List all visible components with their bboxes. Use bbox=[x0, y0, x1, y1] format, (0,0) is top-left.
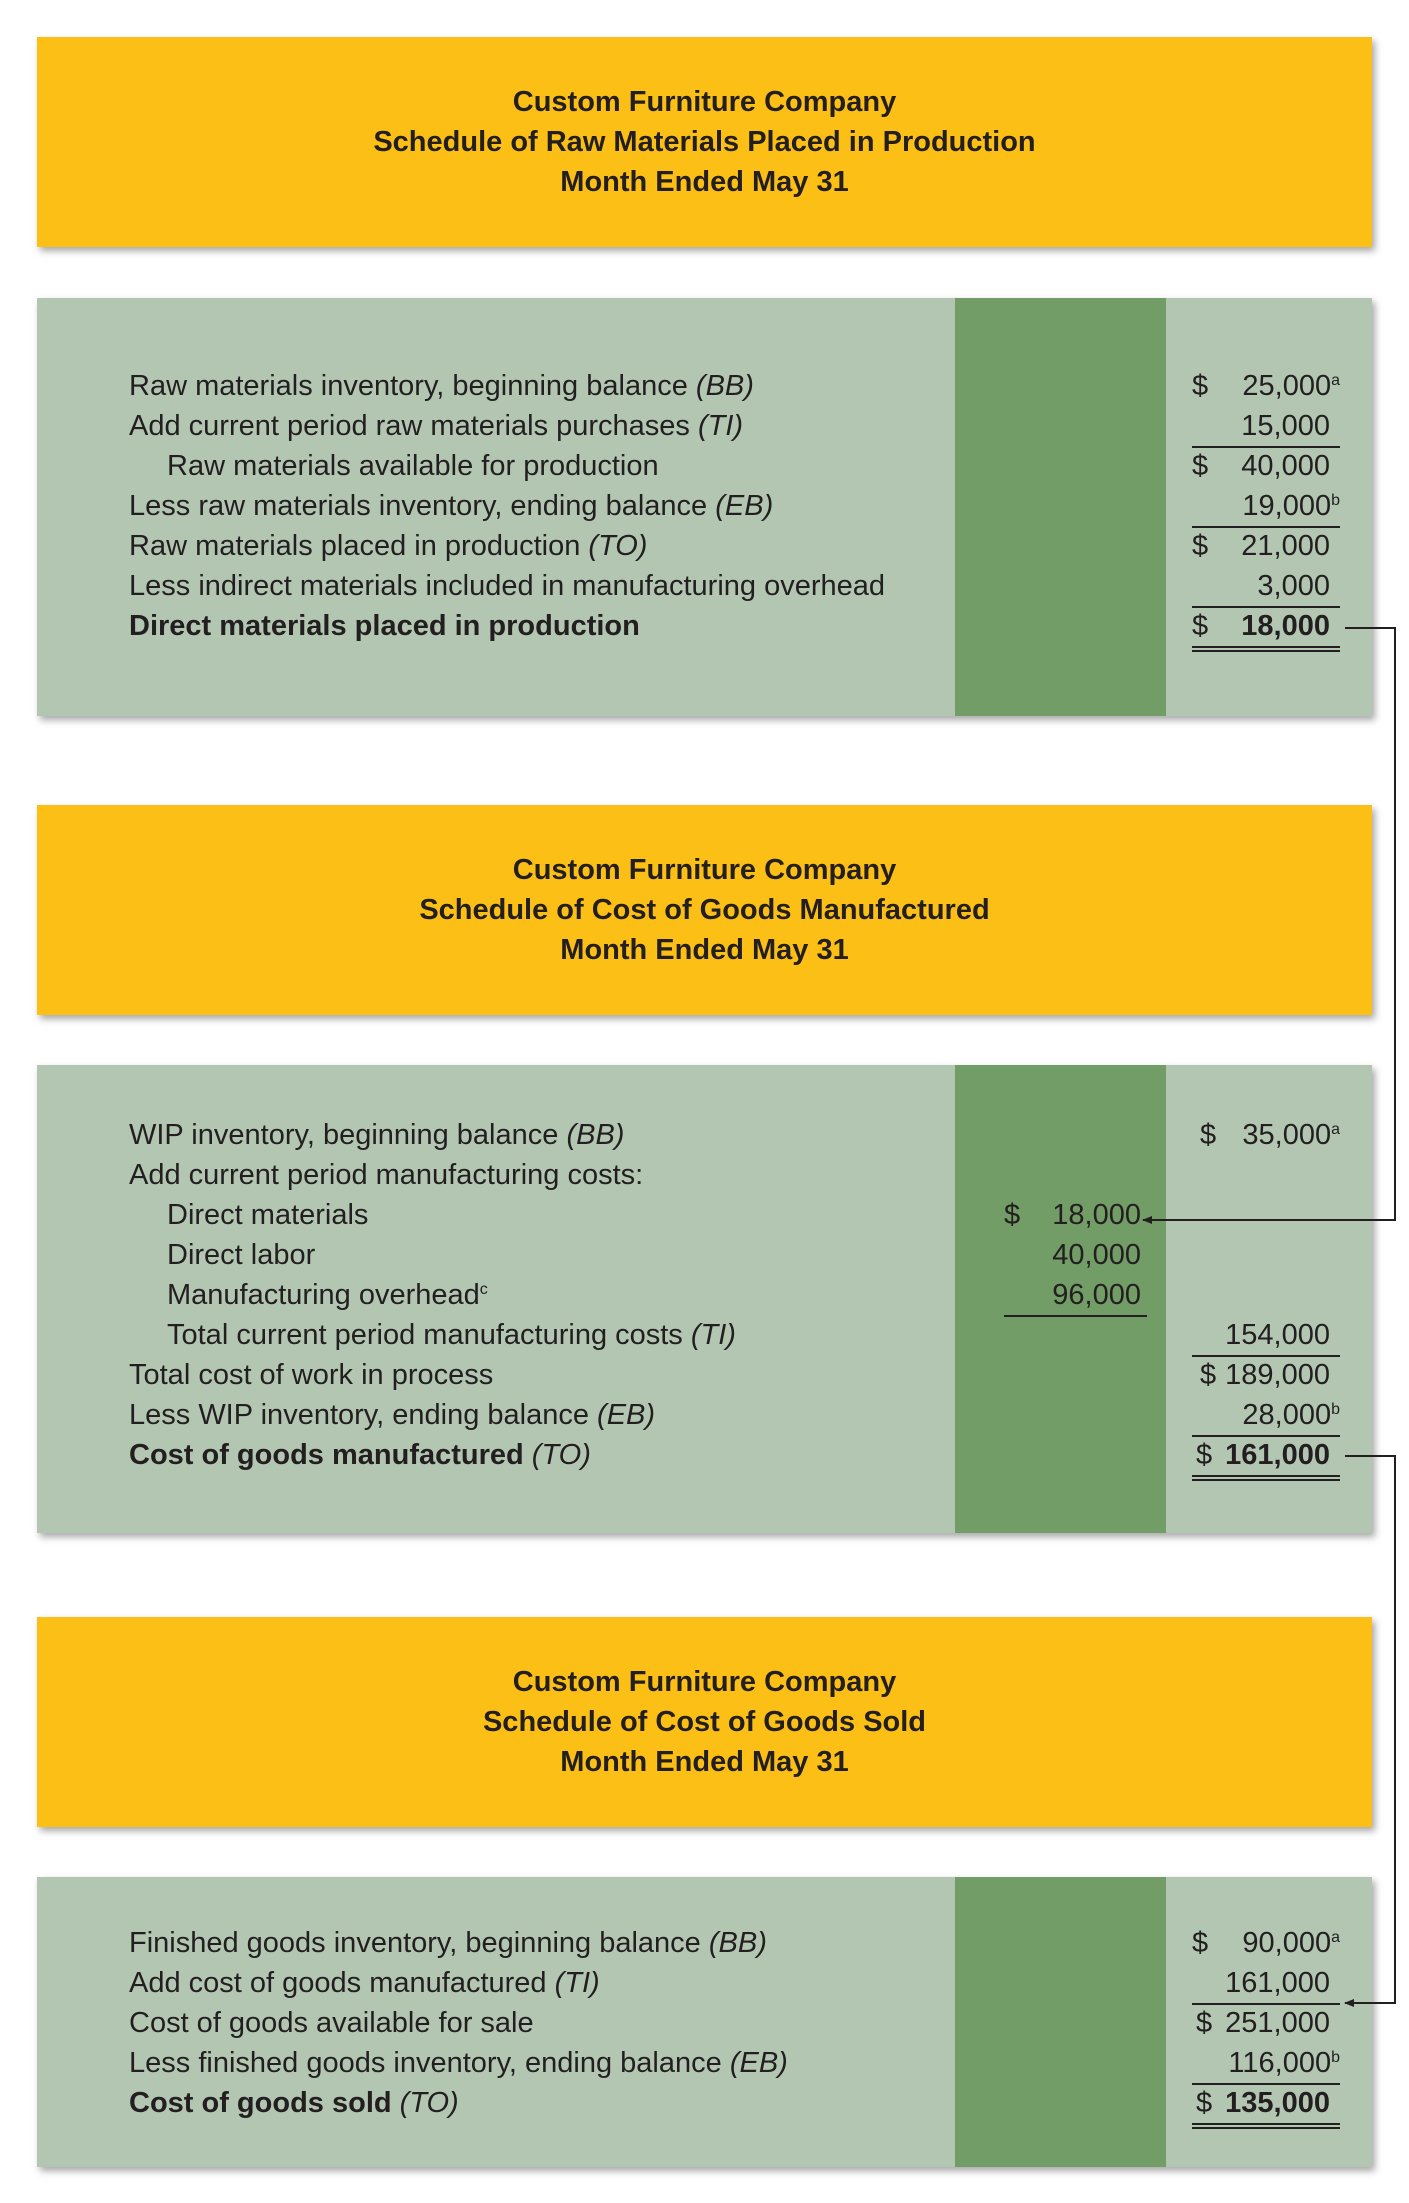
fg-amount-ending: 116,000$^b$ bbox=[1192, 2043, 1340, 2085]
wip-row-cogm: Cost of goods manufactured (TO) bbox=[129, 1439, 591, 1471]
company-name: Custom Furniture Company bbox=[512, 854, 897, 886]
wip-row-direct-labor: Direct labor bbox=[167, 1239, 316, 1271]
fg-amount-add-cogm: 161,000 bbox=[1192, 1963, 1340, 2005]
rm-row-indirect: Less indirect materials included in manufacturing overhead bbox=[129, 570, 886, 602]
cogs-panel bbox=[37, 1877, 1372, 2167]
rm-row-direct: Direct materials placed in production bbox=[129, 610, 640, 642]
mid-amount-direct-materials: $ 18,000 bbox=[1004, 1199, 1141, 1231]
rm-amount-direct: $ 18,000 bbox=[1192, 606, 1340, 652]
rm-row-ending: Less raw materials inventory, ending balance (EB) bbox=[129, 490, 774, 522]
raw-materials-header bbox=[37, 37, 1372, 247]
company-name: Custom Furniture Company bbox=[512, 1666, 897, 1698]
fg-row-available: Cost of goods available for sale bbox=[129, 2007, 534, 2039]
wip-amount-beginning: $ 35,000$^a$ bbox=[1200, 1119, 1340, 1151]
fg-row-cogs: Cost of goods sold (TO) bbox=[129, 2087, 459, 2119]
wip-row-direct-materials: Direct materials bbox=[167, 1199, 369, 1231]
wip-amount-ending: 28,000$^b$ bbox=[1192, 1395, 1340, 1437]
rm-amount-beginning: $ 25,000$^a$ bbox=[1192, 370, 1340, 402]
rm-amount-purchases: 15,000 bbox=[1192, 406, 1340, 448]
wip-amount-total-current: 154,000 bbox=[1192, 1315, 1340, 1357]
cogm-panel bbox=[37, 1065, 1372, 1533]
rm-row-beginning: Raw materials inventory, beginning balance (BB) bbox=[129, 370, 754, 402]
schedule-period: Month Ended May 31 bbox=[560, 1746, 849, 1778]
wip-row-beginning: WIP inventory, beginning balance (BB) bbox=[129, 1119, 625, 1151]
company-name: Custom Furniture Company bbox=[512, 86, 897, 118]
fg-row-ending: Less finished goods inventory, ending balance (EB) bbox=[129, 2047, 788, 2079]
schedule-title: Schedule of Raw Materials Placed in Production bbox=[373, 126, 1036, 158]
fg-row-beginning: Finished goods inventory, beginning balance (BB) bbox=[129, 1927, 767, 1959]
mid-amount-direct-labor: 40,000 bbox=[1052, 1239, 1141, 1271]
cogm-header bbox=[37, 805, 1372, 1015]
cogs-header bbox=[37, 1617, 1372, 1827]
fg-amount-beginning: $ 90,000$^a$ bbox=[1192, 1927, 1340, 1959]
wip-row-total-wip: Total cost of work in process bbox=[129, 1359, 494, 1391]
schedule-period: Month Ended May 31 bbox=[560, 934, 849, 966]
wip-row-add-costs: Add current period manufacturing costs: bbox=[129, 1159, 644, 1191]
wip-row-ending: Less WIP inventory, ending balance (EB) bbox=[129, 1399, 656, 1431]
rm-amount-available: $ 40,000 bbox=[1192, 450, 1330, 482]
wip-amount-total-wip: $ 189,000 bbox=[1200, 1359, 1330, 1391]
raw-materials-panel bbox=[37, 298, 1372, 716]
rm-row-placed: Raw materials placed in production (TO) bbox=[129, 530, 648, 562]
schedule-title: Schedule of Cost of Goods Sold bbox=[482, 1706, 927, 1738]
rm-amount-indirect: 3,000 bbox=[1192, 566, 1340, 608]
wip-amount-cogm: $ 161,000 bbox=[1192, 1435, 1340, 1481]
schedule-title: Schedule of Cost of Goods Manufactured bbox=[419, 894, 990, 926]
rm-row-available: Raw materials available for production bbox=[167, 450, 659, 482]
rm-amount-placed: $ 21,000 bbox=[1192, 530, 1330, 562]
wip-row-total-current: Total current period manufacturing costs (TI) bbox=[167, 1319, 736, 1351]
rm-row-purchases: Add current period raw materials purchases (TI) bbox=[129, 410, 744, 442]
middle-column-strip bbox=[955, 1877, 1166, 2167]
fg-amount-available: $ 251,000 bbox=[1196, 2007, 1330, 2039]
schedule-period: Month Ended May 31 bbox=[560, 166, 849, 198]
fg-amount-cogs: $ 135,000 bbox=[1192, 2083, 1340, 2129]
fg-row-add-cogm: Add cost of goods manufactured (TI) bbox=[129, 1967, 600, 1999]
wip-row-overhead: Manufacturing overhead$^c$ bbox=[167, 1279, 488, 1311]
middle-column-strip bbox=[955, 298, 1166, 716]
mid-amount-overhead: 96,000 bbox=[1004, 1275, 1147, 1317]
rm-amount-ending: 19,000$^b$ bbox=[1192, 486, 1340, 528]
